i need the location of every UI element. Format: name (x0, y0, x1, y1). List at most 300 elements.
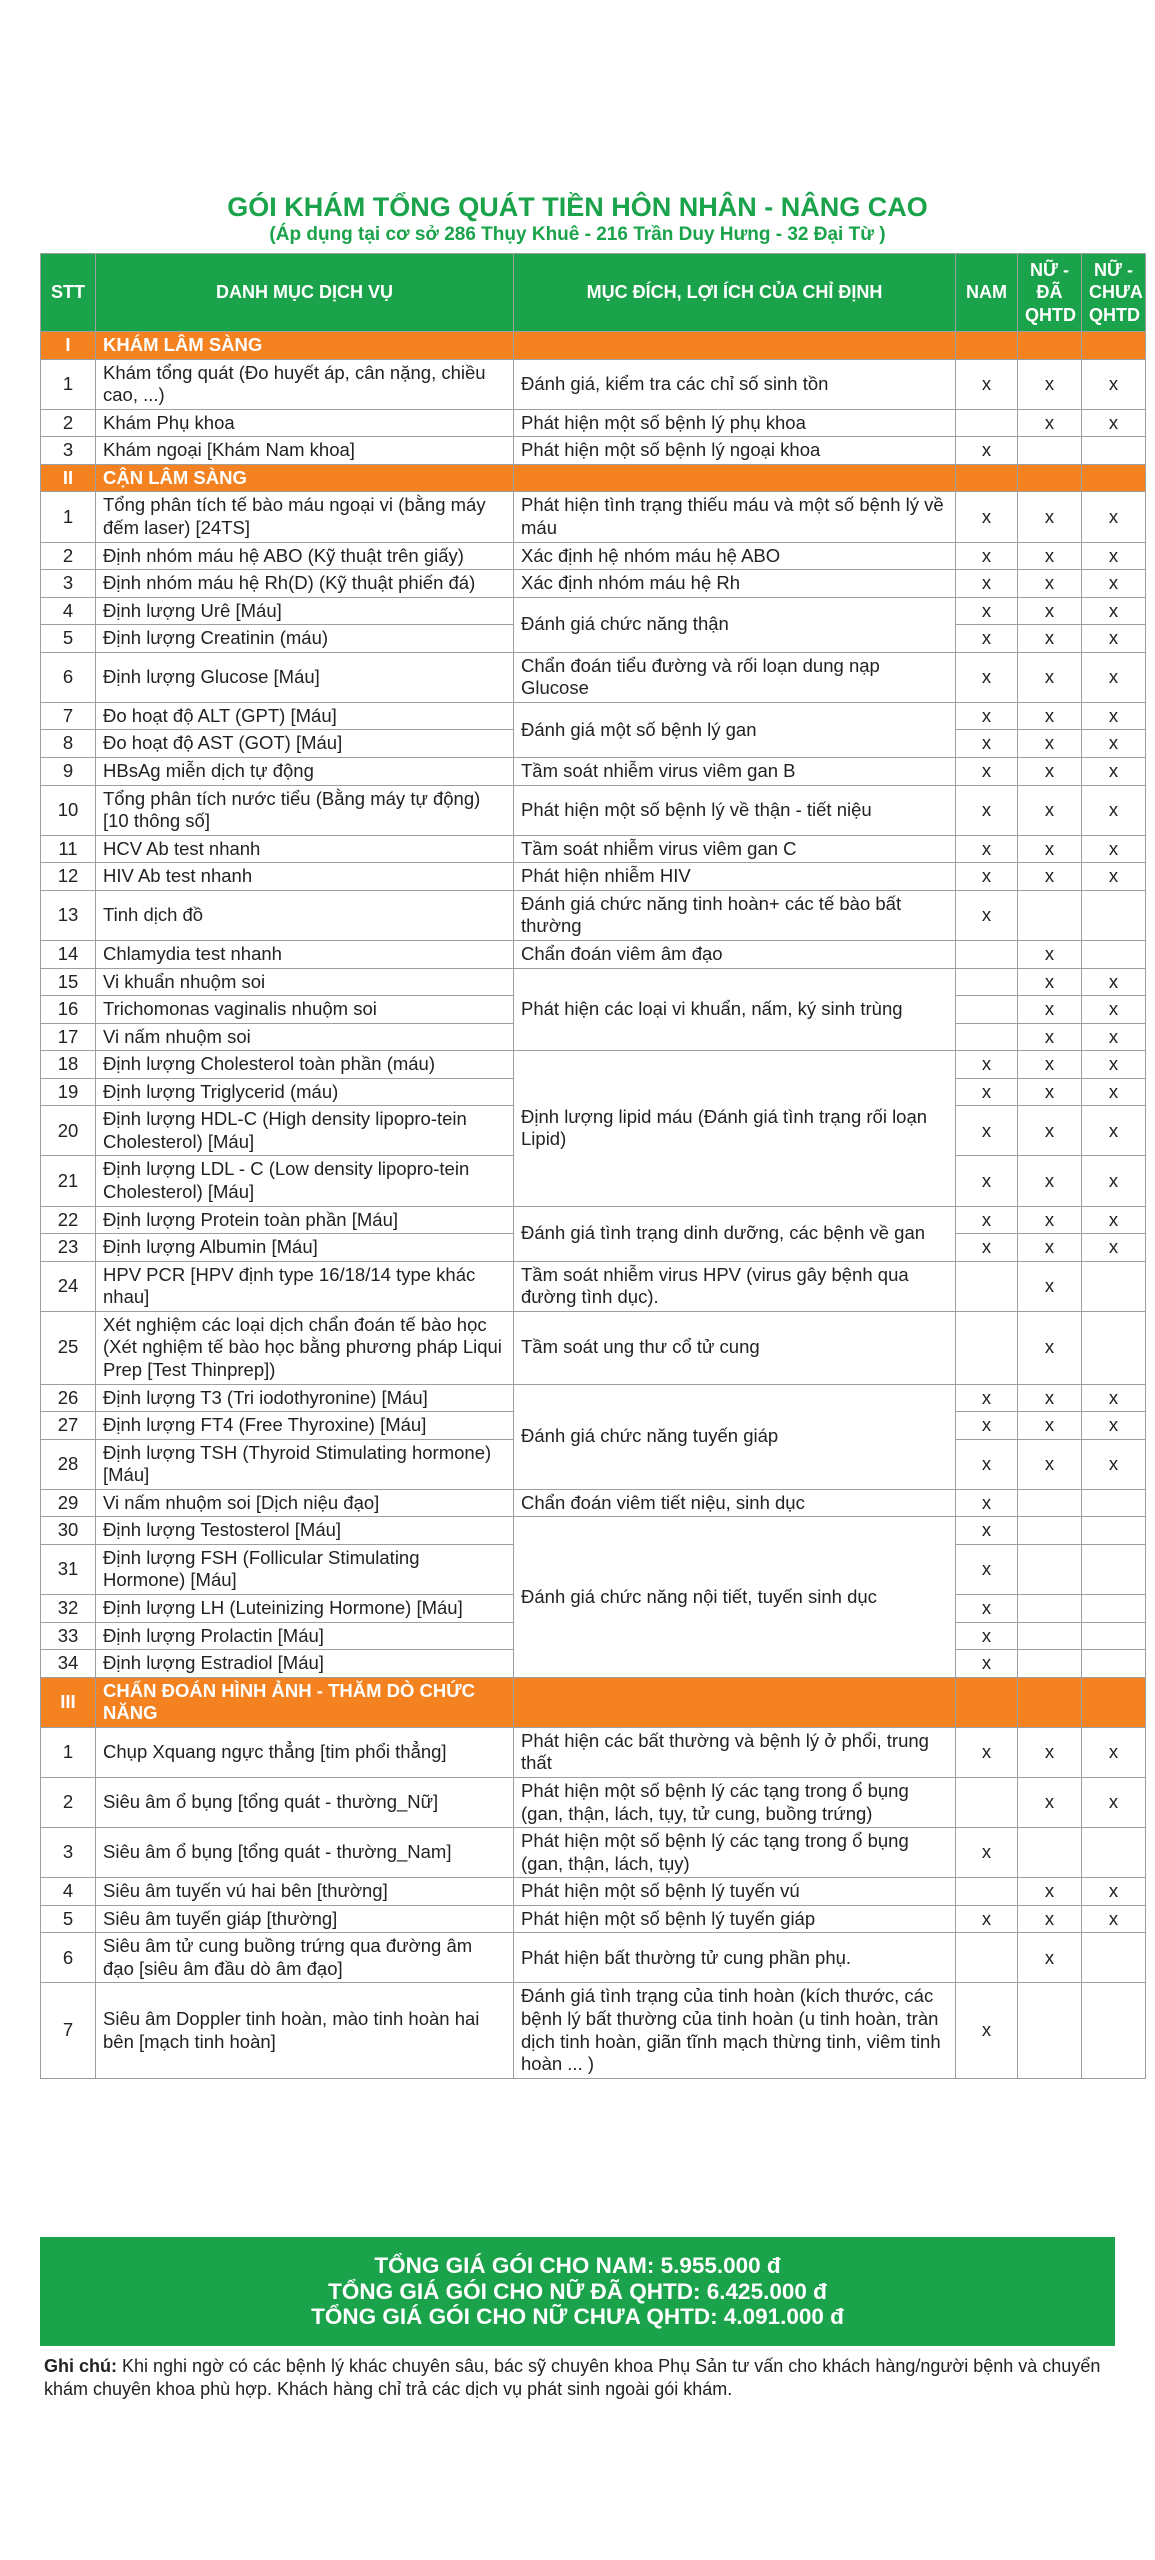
row-service: HPV PCR [HPV định type 16/18/14 type khác nhau] (96, 1261, 514, 1311)
row-female-married-mark: x (1018, 652, 1082, 702)
row-female-unmarried-mark: x (1082, 785, 1146, 835)
row-female-unmarried-mark (1082, 1544, 1146, 1594)
row-female-married-mark: x (1018, 940, 1082, 968)
row-service: Khám tổng quát (Đo huyết áp, cân nặng, chiều cao, ...) (96, 359, 514, 409)
row-service: Siêu âm tuyến vú hai bên [thường] (96, 1878, 514, 1906)
row-purpose: Đánh giá chức năng tinh hoàn+ các tế bào bất thường (514, 890, 956, 940)
row-purpose: Xác định nhóm máu hệ Rh (514, 570, 956, 598)
row-stt: 28 (41, 1439, 96, 1489)
row-male-mark: x (956, 570, 1018, 598)
row-male-mark: x (956, 730, 1018, 758)
row-purpose: Đánh giá một số bệnh lý gan (514, 702, 956, 757)
row-stt: 1 (41, 1727, 96, 1777)
row-purpose: Phát hiện tình trạng thiếu máu và một số bệnh lý về máu (514, 492, 956, 542)
row-service: Siêu âm ổ bụng [tổng quát - thường_Nữ] (96, 1777, 514, 1827)
row-purpose: Phát hiện nhiễm HIV (514, 863, 956, 891)
row-service: Vi nấm nhuộm soi (96, 1023, 514, 1051)
row-service: Tổng phân tích nước tiểu (Bằng máy tự động) [10 thông số] (96, 785, 514, 835)
row-stt: 3 (41, 437, 96, 465)
row-female-married-mark (1018, 1489, 1082, 1517)
row-female-married-mark (1018, 1983, 1082, 2078)
row-stt: 5 (41, 625, 96, 653)
row-male-mark: x (956, 437, 1018, 465)
row-service: Chlamydia test nhanh (96, 940, 514, 968)
row-female-unmarried-mark: x (1082, 625, 1146, 653)
row-purpose: Tầm soát nhiễm virus viêm gan B (514, 758, 956, 786)
section-filler-cell (1082, 464, 1146, 492)
row-service: Siêu âm tuyến giáp [thường] (96, 1905, 514, 1933)
row-female-unmarried-mark: x (1082, 597, 1146, 625)
row-female-married-mark: x (1018, 542, 1082, 570)
section-filler-cell (956, 1677, 1018, 1727)
row-purpose: Phát hiện một số bệnh lý các tạng trong ổ bụng (gan, thận, lách, tụy, tử cung, buồng trứng) (514, 1777, 956, 1827)
section-header-row (41, 464, 1146, 492)
row-stt: 30 (41, 1517, 96, 1545)
section-filler-cell (956, 332, 1018, 360)
row-male-mark: x (956, 1412, 1018, 1440)
section-label: CẬN LÂM SÀNG (96, 464, 514, 492)
row-service: Định lượng Triglycerid (máu) (96, 1078, 514, 1106)
section-filler-cell (1082, 332, 1146, 360)
row-service: Xét nghiệm các loại dịch chẩn đoán tế bào học (Xét nghiệm tế bào học bằng phương pháp Liqui Prep [Test Thinprep]) (96, 1311, 514, 1384)
row-purpose: Chẩn đoán viêm tiết niệu, sinh dục (514, 1489, 956, 1517)
row-female-unmarried-mark (1082, 1311, 1146, 1384)
table-row (41, 835, 1146, 863)
row-female-unmarried-mark (1082, 437, 1146, 465)
row-purpose: Xác định hệ nhóm máu hệ ABO (514, 542, 956, 570)
row-male-mark: x (956, 1206, 1018, 1234)
row-stt: 32 (41, 1595, 96, 1623)
table-row (41, 1727, 1146, 1777)
row-female-unmarried-mark (1082, 1622, 1146, 1650)
row-female-married-mark: x (1018, 570, 1082, 598)
total-female-married: TỔNG GIÁ GÓI CHO NỮ ĐÃ QHTD: 6.425.000 đ (328, 2278, 827, 2304)
row-stt: 31 (41, 1544, 96, 1594)
row-purpose: Phát hiện các bất thường và bệnh lý ở phổi, trung thất (514, 1727, 956, 1777)
row-stt: 2 (41, 542, 96, 570)
row-service: Khám Phụ khoa (96, 409, 514, 437)
row-service: Định lượng FT4 (Free Thyroxine) [Máu] (96, 1412, 514, 1440)
row-male-mark: x (956, 1489, 1018, 1517)
row-female-unmarried-mark: x (1082, 1156, 1146, 1206)
row-female-married-mark: x (1018, 730, 1082, 758)
row-service: Định nhóm máu hệ Rh(D) (Kỹ thuật phiến đá) (96, 570, 514, 598)
row-service: Định lượng Creatinin (máu) (96, 625, 514, 653)
row-stt: 26 (41, 1384, 96, 1412)
row-purpose: Chẩn đoán viêm âm đạo (514, 940, 956, 968)
row-service: Chụp Xquang ngực thẳng [tim phổi thẳng] (96, 1727, 514, 1777)
row-male-mark: x (956, 890, 1018, 940)
row-male-mark (956, 409, 1018, 437)
row-female-married-mark: x (1018, 625, 1082, 653)
table-row (41, 409, 1146, 437)
row-female-unmarried-mark: x (1082, 1727, 1146, 1777)
row-service: HIV Ab test nhanh (96, 863, 514, 891)
header-female-married: NỮ - ĐÃ QHTD (1018, 254, 1082, 332)
page-subtitle: (Áp dụng tại cơ sở 286 Thụy Khuê - 216 Trần Duy Hưng - 32 Đại Từ ) (269, 224, 886, 245)
row-female-married-mark: x (1018, 1078, 1082, 1106)
header-male: NAM (956, 254, 1018, 332)
row-purpose: Đánh giá, kiểm tra các chỉ số sinh tồn (514, 359, 956, 409)
row-service: Định lượng Protein toàn phần [Máu] (96, 1206, 514, 1234)
row-stt: 22 (41, 1206, 96, 1234)
row-purpose: Phát hiện một số bệnh lý ngoại khoa (514, 437, 956, 465)
row-stt: 7 (41, 702, 96, 730)
section-label: CHẨN ĐOÁN HÌNH ẢNH - THĂM DÒ CHỨC NĂNG (96, 1677, 514, 1727)
row-male-mark: x (956, 1544, 1018, 1594)
row-male-mark: x (956, 863, 1018, 891)
row-stt: 4 (41, 597, 96, 625)
row-female-married-mark: x (1018, 835, 1082, 863)
row-service: Định lượng FSH (Follicular Stimulating Hormone) [Máu] (96, 1544, 514, 1594)
row-female-married-mark: x (1018, 1234, 1082, 1262)
row-stt: 10 (41, 785, 96, 835)
row-purpose: Định lượng lipid máu (Đánh giá tình trạng rối loạn Lipid) (514, 1051, 956, 1206)
row-female-married-mark: x (1018, 1878, 1082, 1906)
row-stt: 20 (41, 1106, 96, 1156)
section-filler-cell (1018, 332, 1082, 360)
row-male-mark: x (956, 835, 1018, 863)
row-stt: 19 (41, 1078, 96, 1106)
row-female-unmarried-mark: x (1082, 996, 1146, 1024)
row-female-married-mark: x (1018, 1311, 1082, 1384)
row-service: Siêu âm tử cung buồng trứng qua đường âm đạo [siêu âm đầu dò âm đạo] (96, 1933, 514, 1983)
row-female-unmarried-mark (1082, 1595, 1146, 1623)
header-stt: STT (41, 254, 96, 332)
row-stt: 9 (41, 758, 96, 786)
row-male-mark: x (956, 359, 1018, 409)
table-row (41, 1983, 1146, 2078)
row-male-mark: x (956, 1106, 1018, 1156)
table-row (41, 570, 1146, 598)
row-female-married-mark: x (1018, 1384, 1082, 1412)
row-male-mark: x (956, 1595, 1018, 1623)
row-service: Định lượng TSH (Thyroid Stimulating hormone) [Máu] (96, 1439, 514, 1489)
section-number: I (41, 332, 96, 360)
row-female-unmarried-mark: x (1082, 1206, 1146, 1234)
row-service: Định lượng Albumin [Máu] (96, 1234, 514, 1262)
header-service: DANH MỤC DỊCH VỤ (96, 254, 514, 332)
row-female-unmarried-mark: x (1082, 1106, 1146, 1156)
row-female-married-mark: x (1018, 1412, 1082, 1440)
row-purpose: Phát hiện một số bệnh lý tuyến vú (514, 1878, 956, 1906)
table-row (41, 1261, 1146, 1311)
section-number: III (41, 1677, 96, 1727)
table-row (41, 1777, 1146, 1827)
header-purpose: MỤC ĐÍCH, LỢI ÍCH CỦA CHỈ ĐỊNH (514, 254, 956, 332)
footnote (44, 2355, 1114, 2402)
row-stt: 3 (41, 1828, 96, 1878)
row-service: Định lượng Estradiol [Máu] (96, 1650, 514, 1678)
row-stt: 2 (41, 1777, 96, 1827)
row-male-mark (956, 996, 1018, 1024)
row-female-unmarried-mark: x (1082, 1777, 1146, 1827)
row-female-married-mark (1018, 1517, 1082, 1545)
row-service: Định lượng Testosterol [Máu] (96, 1517, 514, 1545)
row-male-mark: x (956, 652, 1018, 702)
footnote-label: Ghi chú: (44, 2356, 117, 2376)
row-male-mark: x (956, 1517, 1018, 1545)
row-service: Tinh dịch đồ (96, 890, 514, 940)
service-table (40, 253, 1146, 2079)
table-row (41, 359, 1146, 409)
table-row (41, 1051, 1146, 1079)
row-female-married-mark: x (1018, 1777, 1082, 1827)
row-stt: 17 (41, 1023, 96, 1051)
row-stt: 33 (41, 1622, 96, 1650)
row-male-mark (956, 940, 1018, 968)
table-row (41, 863, 1146, 891)
row-stt: 21 (41, 1156, 96, 1206)
row-service: Vi nấm nhuộm soi [Dịch niệu đạo] (96, 1489, 514, 1517)
row-female-unmarried-mark (1082, 940, 1146, 968)
row-purpose: Đánh giá chức năng nội tiết, tuyến sinh dục (514, 1517, 956, 1677)
row-male-mark: x (956, 1727, 1018, 1777)
row-male-mark (956, 1933, 1018, 1983)
row-male-mark: x (956, 1905, 1018, 1933)
footnote-text: Khi nghi ngờ có các bệnh lý khác chuyên sâu, bác sỹ chuyên khoa Phụ Sản tư vấn cho khách hàng/người bệnh và chuyển khám chuyên khoa phù hợp. Khách hàng chỉ trả các dịch vụ phát sinh ngoài gói khám. (44, 2356, 1101, 2400)
table-row (41, 597, 1146, 625)
row-service: Định lượng LH (Luteinizing Hormone) [Máu] (96, 1595, 514, 1623)
row-stt: 29 (41, 1489, 96, 1517)
row-male-mark (956, 1023, 1018, 1051)
row-stt: 12 (41, 863, 96, 891)
row-stt: 2 (41, 409, 96, 437)
row-purpose: Tầm soát nhiễm virus viêm gan C (514, 835, 956, 863)
row-female-married-mark: x (1018, 1933, 1082, 1983)
row-female-unmarried-mark: x (1082, 1878, 1146, 1906)
table-row (41, 785, 1146, 835)
table-row (41, 890, 1146, 940)
row-female-married-mark: x (1018, 409, 1082, 437)
row-stt: 23 (41, 1234, 96, 1262)
row-female-unmarried-mark: x (1082, 1439, 1146, 1489)
row-female-unmarried-mark: x (1082, 835, 1146, 863)
row-female-married-mark: x (1018, 492, 1082, 542)
table-row (41, 542, 1146, 570)
row-female-married-mark (1018, 1544, 1082, 1594)
row-female-unmarried-mark (1082, 1983, 1146, 2078)
table-row (41, 702, 1146, 730)
row-female-married-mark: x (1018, 702, 1082, 730)
row-stt: 18 (41, 1051, 96, 1079)
row-female-unmarried-mark: x (1082, 492, 1146, 542)
section-header-row (41, 332, 1146, 360)
total-male: TỔNG GIÁ GÓI CHO NAM: 5.955.000 đ (374, 2252, 781, 2278)
row-female-married-mark: x (1018, 1206, 1082, 1234)
row-female-unmarried-mark: x (1082, 652, 1146, 702)
row-female-married-mark: x (1018, 1439, 1082, 1489)
table-row (41, 437, 1146, 465)
row-male-mark (956, 1261, 1018, 1311)
row-female-married-mark: x (1018, 785, 1082, 835)
section-filler-cell (514, 464, 956, 492)
row-female-married-mark (1018, 1595, 1082, 1623)
row-service: Tổng phân tích tế bào máu ngoại vi (bằng máy đếm laser) [24TS] (96, 492, 514, 542)
row-female-married-mark: x (1018, 1023, 1082, 1051)
row-female-unmarried-mark: x (1082, 1384, 1146, 1412)
table-row (41, 1311, 1146, 1384)
row-male-mark (956, 1878, 1018, 1906)
row-stt: 15 (41, 968, 96, 996)
row-service: HCV Ab test nhanh (96, 835, 514, 863)
table-row (41, 652, 1146, 702)
row-female-married-mark: x (1018, 863, 1082, 891)
row-male-mark: x (956, 1234, 1018, 1262)
row-stt: 14 (41, 940, 96, 968)
row-female-unmarried-mark (1082, 1933, 1146, 1983)
section-filler-cell (1082, 1677, 1146, 1727)
row-service: Định lượng Prolactin [Máu] (96, 1622, 514, 1650)
row-male-mark: x (956, 758, 1018, 786)
row-female-married-mark: x (1018, 1727, 1082, 1777)
section-header-row (41, 1677, 1146, 1727)
row-female-unmarried-mark: x (1082, 1023, 1146, 1051)
section-filler-cell (514, 332, 956, 360)
row-female-married-mark (1018, 1828, 1082, 1878)
row-female-unmarried-mark (1082, 1650, 1146, 1678)
totals-banner (40, 2237, 1115, 2346)
row-male-mark (956, 1777, 1018, 1827)
table-row (41, 1206, 1146, 1234)
section-number: II (41, 464, 96, 492)
section-filler-cell (1018, 464, 1082, 492)
row-male-mark: x (956, 702, 1018, 730)
row-male-mark: x (956, 597, 1018, 625)
row-female-unmarried-mark (1082, 890, 1146, 940)
table-row (41, 1384, 1146, 1412)
row-male-mark: x (956, 542, 1018, 570)
row-stt: 11 (41, 835, 96, 863)
row-female-married-mark (1018, 1622, 1082, 1650)
row-female-unmarried-mark: x (1082, 730, 1146, 758)
row-male-mark: x (956, 1439, 1018, 1489)
row-service: Khám ngoại [Khám Nam khoa] (96, 437, 514, 465)
row-service: Định nhóm máu hệ ABO (Kỹ thuật trên giấy) (96, 542, 514, 570)
row-female-unmarried-mark: x (1082, 1051, 1146, 1079)
row-service: Định lượng Cholesterol toàn phần (máu) (96, 1051, 514, 1079)
row-stt: 25 (41, 1311, 96, 1384)
row-female-unmarried-mark: x (1082, 1234, 1146, 1262)
row-female-married-mark: x (1018, 1261, 1082, 1311)
row-female-married-mark: x (1018, 597, 1082, 625)
row-purpose: Tầm soát ung thư cổ tử cung (514, 1311, 956, 1384)
table-row (41, 1489, 1146, 1517)
row-service: Siêu âm Doppler tinh hoàn, mào tinh hoàn hai bên [mạch tinh hoàn] (96, 1983, 514, 2078)
row-female-unmarried-mark: x (1082, 409, 1146, 437)
row-male-mark (956, 968, 1018, 996)
row-purpose: Chẩn đoán tiểu đường và rối loạn dung nạp Glucose (514, 652, 956, 702)
row-purpose: Đánh giá chức năng tuyến giáp (514, 1384, 956, 1489)
row-service: Định lượng Urê [Máu] (96, 597, 514, 625)
row-service: Trichomonas vaginalis nhuộm soi (96, 996, 514, 1024)
row-male-mark: x (956, 1078, 1018, 1106)
row-purpose: Đánh giá chức năng thận (514, 597, 956, 652)
row-male-mark (956, 1311, 1018, 1384)
row-female-unmarried-mark: x (1082, 1078, 1146, 1106)
section-filler-cell (1018, 1677, 1082, 1727)
section-filler-cell (956, 464, 1018, 492)
row-female-unmarried-mark (1082, 1261, 1146, 1311)
table-row (41, 758, 1146, 786)
row-female-unmarried-mark: x (1082, 359, 1146, 409)
row-purpose: Đánh giá tình trạng dinh dưỡng, các bệnh về gan (514, 1206, 956, 1261)
row-purpose: Phát hiện các loại vi khuẩn, nấm, ký sinh trùng (514, 968, 956, 1051)
row-purpose: Phát hiện bất thường tử cung phần phụ. (514, 1933, 956, 1983)
row-stt: 6 (41, 1933, 96, 1983)
row-female-married-mark: x (1018, 1905, 1082, 1933)
section-filler-cell (514, 1677, 956, 1727)
table-row (41, 1933, 1146, 1983)
section-label: KHÁM LÂM SÀNG (96, 332, 514, 360)
row-purpose: Phát hiện một số bệnh lý tuyến giáp (514, 1905, 956, 1933)
row-female-married-mark (1018, 437, 1082, 465)
row-female-unmarried-mark (1082, 1489, 1146, 1517)
total-female-unmarried: TỔNG GIÁ GÓI CHO NỮ CHƯA QHTD: 4.091.000 đ (311, 2304, 844, 2330)
row-female-unmarried-mark (1082, 1517, 1146, 1545)
page-title: GÓI KHÁM TỔNG QUÁT TIỀN HÔN NHÂN - NÂNG CAO (227, 192, 928, 222)
row-female-married-mark: x (1018, 968, 1082, 996)
row-stt: 27 (41, 1412, 96, 1440)
row-service: Đo hoạt độ ALT (GPT) [Máu] (96, 702, 514, 730)
row-female-married-mark: x (1018, 758, 1082, 786)
table-row (41, 1905, 1146, 1933)
row-stt: 1 (41, 492, 96, 542)
row-female-married-mark (1018, 1650, 1082, 1678)
row-male-mark: x (956, 1983, 1018, 2078)
row-female-married-mark: x (1018, 1051, 1082, 1079)
table-row (41, 1517, 1146, 1545)
row-stt: 16 (41, 996, 96, 1024)
row-service: Vi khuẩn nhuộm soi (96, 968, 514, 996)
row-purpose: Đánh giá tình trạng của tinh hoàn (kích thước, các bệnh lý bất thường của tinh hoàn (u tinh hoàn, tràn dịch tinh hoàn, giãn tĩnh mạch thừng tinh, viêm tinh hoàn ... ) (514, 1983, 956, 2078)
row-male-mark: x (956, 1650, 1018, 1678)
row-male-mark: x (956, 1156, 1018, 1206)
row-service: Siêu âm ổ bụng [tổng quát - thường_Nam] (96, 1828, 514, 1878)
row-male-mark: x (956, 1384, 1018, 1412)
table-row (41, 940, 1146, 968)
row-stt: 4 (41, 1878, 96, 1906)
row-female-unmarried-mark: x (1082, 702, 1146, 730)
row-service: Đo hoạt độ AST (GOT) [Máu] (96, 730, 514, 758)
row-stt: 3 (41, 570, 96, 598)
row-male-mark: x (956, 625, 1018, 653)
row-stt: 8 (41, 730, 96, 758)
row-female-married-mark: x (1018, 359, 1082, 409)
row-male-mark: x (956, 1828, 1018, 1878)
row-male-mark: x (956, 1622, 1018, 1650)
row-service: Định lượng T3 (Tri iodothyronine) [Máu] (96, 1384, 514, 1412)
row-purpose: Phát hiện một số bệnh lý các tạng trong ổ bụng (gan, thận, lách, tụy) (514, 1828, 956, 1878)
row-female-married-mark: x (1018, 996, 1082, 1024)
row-female-unmarried-mark: x (1082, 1412, 1146, 1440)
row-female-unmarried-mark: x (1082, 1905, 1146, 1933)
row-female-married-mark: x (1018, 1106, 1082, 1156)
row-male-mark: x (956, 1051, 1018, 1079)
row-female-unmarried-mark (1082, 1828, 1146, 1878)
table-row (41, 1828, 1146, 1878)
table-row (41, 492, 1146, 542)
row-female-unmarried-mark: x (1082, 570, 1146, 598)
row-female-unmarried-mark: x (1082, 758, 1146, 786)
row-female-unmarried-mark: x (1082, 542, 1146, 570)
row-female-unmarried-mark: x (1082, 863, 1146, 891)
row-female-unmarried-mark: x (1082, 968, 1146, 996)
row-service: HBsAg miễn dịch tự động (96, 758, 514, 786)
row-purpose: Phát hiện một số bệnh lý phụ khoa (514, 409, 956, 437)
row-stt: 13 (41, 890, 96, 940)
row-stt: 6 (41, 652, 96, 702)
